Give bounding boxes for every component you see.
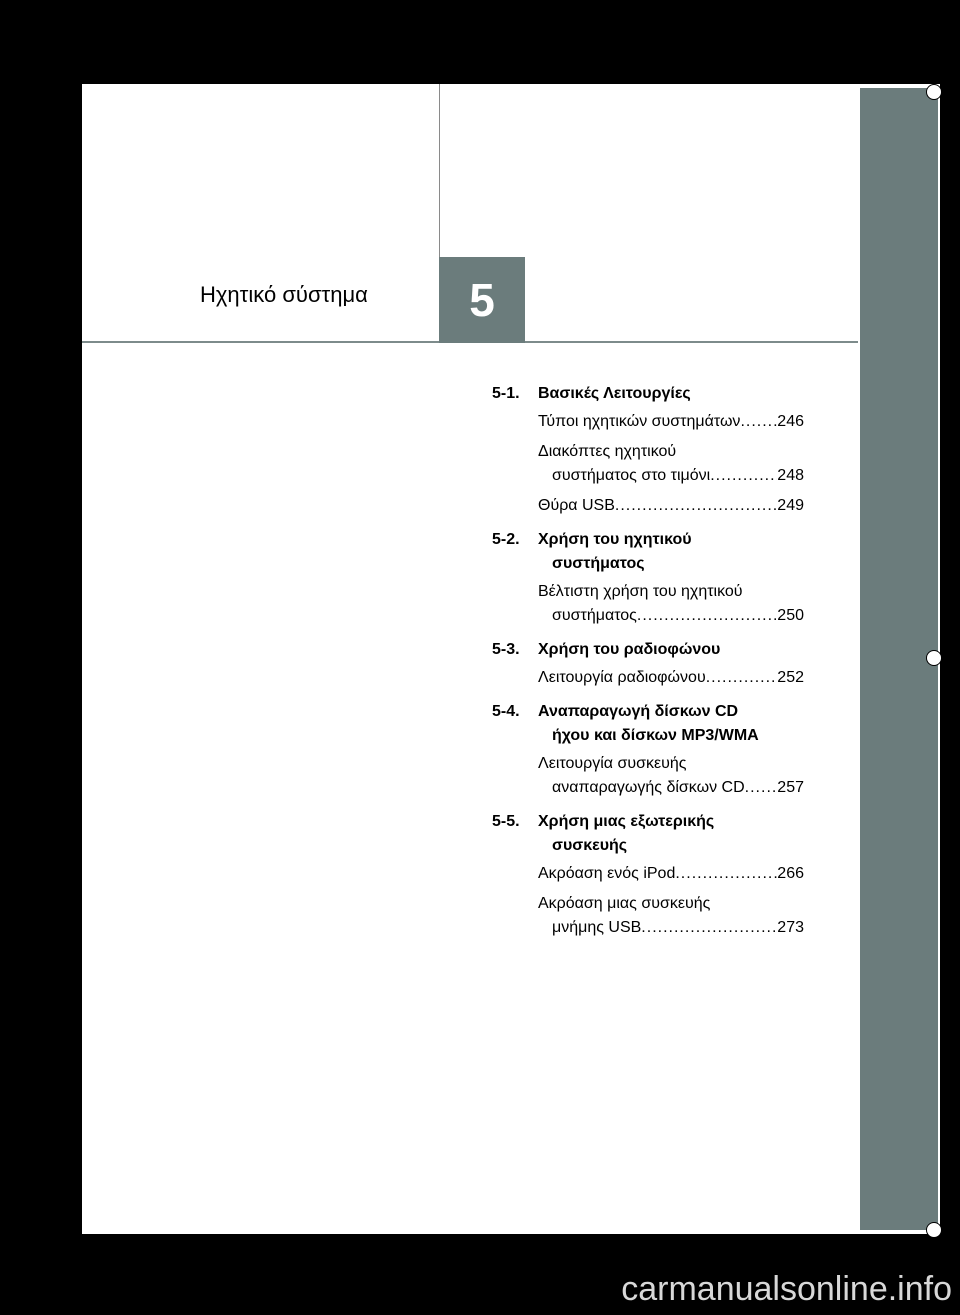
chapter-number: 5 xyxy=(469,274,495,326)
toc-entry[interactable] xyxy=(492,752,804,800)
entry-text-line: Διακόπτες ηχητικού xyxy=(538,443,677,460)
page-number: 249 xyxy=(777,497,804,514)
entry-leader-line xyxy=(538,776,804,800)
page-number: 246 xyxy=(777,413,804,430)
dot-leader xyxy=(710,464,777,488)
toc-section xyxy=(492,700,804,800)
registration-mark-icon xyxy=(926,650,942,666)
entry-leader-line xyxy=(538,494,804,518)
section-title xyxy=(538,700,804,748)
page-number: 250 xyxy=(777,607,804,624)
section-heading[interactable] xyxy=(492,528,804,576)
toc-entry[interactable] xyxy=(492,666,804,690)
page-number: 266 xyxy=(777,865,804,882)
section-title-line: Χρήση του ραδιοφώνου xyxy=(538,641,721,658)
page-number: 252 xyxy=(777,669,804,686)
toc-section xyxy=(492,810,804,940)
section-title xyxy=(538,528,804,576)
entry-text: Θύρα USB xyxy=(538,497,615,514)
entry-leader-line xyxy=(538,464,804,488)
section-title-line: ήχου και δίσκων MP3/WMA xyxy=(552,727,759,744)
dot-leader xyxy=(615,494,777,518)
entry-text: Λειτουργία ραδιοφώνου xyxy=(538,669,706,686)
page-number: 273 xyxy=(777,919,804,936)
section-title xyxy=(538,382,804,406)
section-number: 5-2. xyxy=(492,531,520,548)
chapter-title: Ηχητικό σύστημα xyxy=(200,282,368,307)
registration-mark-icon xyxy=(926,84,942,100)
entry-text: Τύποι ηχητικών συστημάτων xyxy=(538,413,741,430)
toc-entry[interactable] xyxy=(492,892,804,940)
section-title-line: Αναπαραγωγή δίσκων CD xyxy=(538,703,739,720)
section-number: 5-1. xyxy=(492,385,520,402)
entry-text: συστήματος xyxy=(552,607,637,624)
table-of-contents xyxy=(492,382,804,950)
entry-text-line: Λειτουργία συσκευής xyxy=(538,755,687,772)
manual-page xyxy=(82,84,940,1234)
toc-entry[interactable] xyxy=(492,494,804,518)
section-heading[interactable] xyxy=(492,638,804,662)
dot-leader xyxy=(740,410,777,434)
entry-text: Ακρόαση ενός iPod xyxy=(538,865,676,882)
section-title xyxy=(538,810,804,858)
watermark: carmanualsonline.info xyxy=(621,1270,952,1308)
section-title-line: συσκευής xyxy=(552,837,628,854)
entry-text: συστήματος στο τιμόνι xyxy=(552,467,711,484)
section-title-line: Χρήση του ηχητικού xyxy=(538,531,692,548)
toc-section xyxy=(492,638,804,690)
entry-leader-line xyxy=(538,666,804,690)
toc-section xyxy=(492,528,804,628)
toc-entry[interactable] xyxy=(492,580,804,628)
entry-leader-line xyxy=(538,862,804,886)
toc-section xyxy=(492,382,804,518)
section-number: 5-4. xyxy=(492,703,520,720)
section-title-line: Χρήση μιας εξωτερικής xyxy=(538,813,715,830)
toc-entry[interactable] xyxy=(492,862,804,886)
section-heading[interactable] xyxy=(492,382,804,406)
section-title-line: Βασικές Λειτουργίες xyxy=(538,385,691,402)
registration-mark-icon xyxy=(926,1222,942,1238)
dot-leader xyxy=(675,862,777,886)
entry-text: αναπαραγωγής δίσκων CD xyxy=(552,779,745,796)
entry-leader-line xyxy=(538,604,804,628)
entry-text-line: Βέλτιστη χρήση του ηχητικού xyxy=(538,583,743,600)
toc-entry[interactable] xyxy=(492,440,804,488)
chapter-number-box xyxy=(439,257,525,343)
entry-leader-line xyxy=(538,916,804,940)
section-title xyxy=(538,638,804,662)
dot-leader xyxy=(637,604,777,628)
section-heading[interactable] xyxy=(492,810,804,858)
section-number: 5-3. xyxy=(492,641,520,658)
section-number: 5-5. xyxy=(492,813,520,830)
entry-leader-line xyxy=(538,410,804,434)
entry-text-line: Ακρόαση μιας συσκευής xyxy=(538,895,711,912)
toc-entry[interactable] xyxy=(492,410,804,434)
page-number: 248 xyxy=(777,467,804,484)
dot-leader xyxy=(706,666,778,690)
dot-leader xyxy=(641,916,777,940)
section-title-line: συστήματος xyxy=(552,555,645,572)
dot-leader xyxy=(745,776,778,800)
entry-text: μνήμης USB xyxy=(552,919,642,936)
page-number: 257 xyxy=(777,779,804,796)
section-heading[interactable] xyxy=(492,700,804,748)
